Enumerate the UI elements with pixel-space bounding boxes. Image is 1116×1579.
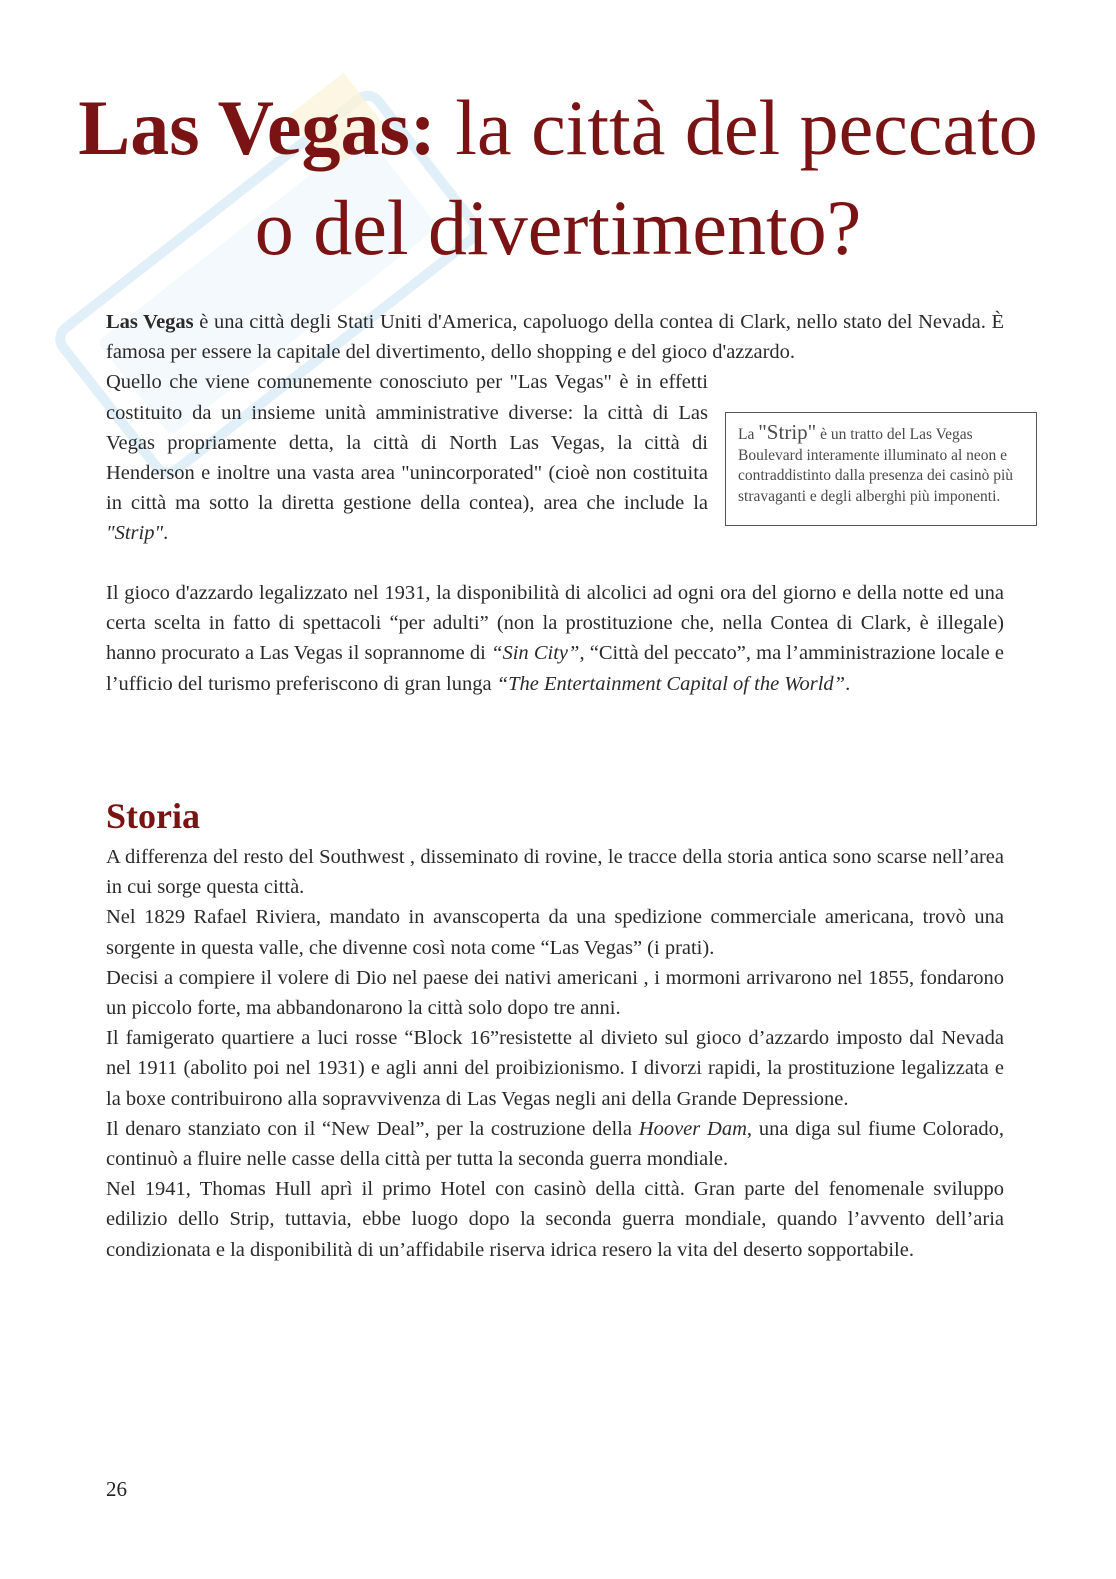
history-paragraph-5: Il denaro stanziato con il “New Deal”, per la costruzione della Hoover Dam, una diga sul fiume Colorado, continuò a fluire nelle casse della città per tutta la seconda guerra mondiale. [106,1117,1004,1171]
strip-term: "Strip" [106,522,164,545]
hoover-dam-term: Hoover Dam [638,1117,747,1140]
sin-city-term: “Sin City” [491,642,580,665]
intro-lead-term: Las Vegas [106,311,194,333]
history-paragraph-1: A differenza del resto del Southwest , disseminato di rovine, le tracce della storia antica sono scarse nell’area in cui sorge questa città. [106,846,1004,899]
entertainment-capital-term: “The Entertainment Capital of the World” [496,672,846,695]
history-section [106,842,1004,1265]
history-paragraph-3: Decisi a compiere il volere di Dio nel paese dei nativi americani , i mormoni arrivarono nel 1855, fondarono un piccolo forte, ma abbandonarono la città solo dopo tre anni. [106,966,1004,1020]
history-paragraph-6: Nel 1941, Thomas Hull aprì il primo Hotel con casinò della città. Gran parte del fenomenale sviluppo edilizio dello Strip, tuttavia, ebbe luogo dopo la seconda guerra mondiale, quando l’avvento dell’aria condizionata e la disponibilità di un’affidabile riserva idrica resero la vita del deserto sopportabile. [106,1178,1004,1261]
intro-paragraph-1: Las Vegas è una città degli Stati Uniti d'America, capoluogo della contea di Clark, nello stato del Nevada. È famosa per essere la capitale del divertimento, dello shopping e del gioco d'azzardo. [106,311,1005,364]
intro-paragraph-2: Quello che viene comunemente conosciuto per "Las Vegas" è in effetti costituito da un insieme unità amministrative diverse: la città di Las Vegas propriamente detta, la città di North Las Vegas, la città di Henderson e inoltre una vasta area "unincorporated" (cioè non costituita in città ma sotto la diretta gestione della contea), area che include la "Strip". [106,371,708,545]
page-number: 26 [106,1477,127,1501]
nickname-paragraph: Il gioco d'azzardo legalizzato nel 1931, la disponibilità di alcolici ad ogni ora del giorno e della notte ed una certa scelta in fatto di spettacoli “per adulti” (non la prostituzione che, nella Contea di Clark, è illegale) hanno procurato a Las Vegas il soprannome di “Sin City”, “Città del peccato”, ma l’amministrazione locale e l’ufficio del turismo preferiscono di gran lunga “The Entertainment Capital of the World”. [106,582,1005,695]
page-title: Las Vegas: la città del peccato o del divertimento? [78,84,1038,271]
sidebar-term: "Strip" [758,420,817,444]
section-heading-storia: Storia [106,796,200,836]
history-paragraph-4: Il famigerato quartiere a luci rosse “Block 16”resistette al divieto sul gioco d’azzardo imposto dal Nevada nel 1911 (abolito poi nel 1931) e agli anni del proibizionismo. I divorzi rapidi, la prostituzione legalizzata e la boxe contribuirono alla sopravvivenza di Las Vegas negli ani della Grande Depressione. [106,1027,1004,1110]
history-paragraph-2: Nel 1829 Rafael Riviera, mandato in avanscoperta da una spedizione commerciale americana, trovò una sorgente in questa valle, che divenne così nota come “Las Vegas” (i prati). [106,906,1004,959]
strip-sidebar-box: La "Strip" è un tratto del Las Vegas Boulevard interamente illuminato al neon e contraddistinto dalla presenza dei casinò più stravaganti e degli alberghi più imponenti. [725,412,1037,526]
